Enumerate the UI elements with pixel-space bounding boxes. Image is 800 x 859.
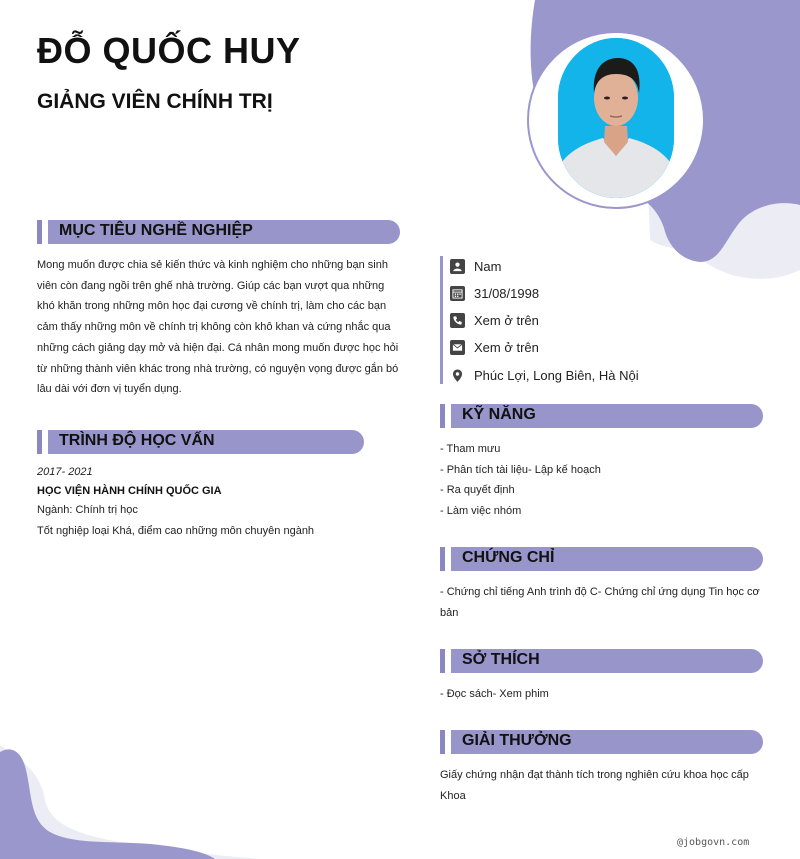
certificates-heading: CHỨNG CHỈ [462,549,555,566]
job-title: GIẢNG VIÊN CHÍNH TRỊ [37,90,273,113]
heading-bar-gap [445,547,451,571]
awards-text: Giấy chứng nhận đạt thành tích trong nghiên cứu khoa học cấp Khoa [440,769,749,802]
email-icon [450,340,465,355]
heading-bar-gap [42,220,48,244]
contact-phone [450,311,539,329]
contact-birthdate [450,284,539,302]
contact-accent-bar [440,256,443,384]
contact-text: Nam [474,258,502,274]
objective-text: Mong muốn được chia sẻ kiến thức và kinh nghiệm cho những bạn sinh viên còn đang ngồi trên ghế nhà trường. Giúp các bạn vượt qua những khó khăn trong những môn học đại cương về chính trị, làm cho các bạn cảm thấy những môn về chính trị không còn khô khan và cứng nhắc qua những cách giảng dạy mở và hiện đại. Cá nhân mong muốn được học hỏi từ những thành viên khác trong nhà trường, có nguyện vọng được gắn bó lâu dài với đơn vị tuyển dụng. [37,259,399,396]
objective-heading-bar [37,220,400,244]
contact-address [450,366,639,384]
education-heading-bar [37,430,364,454]
education-major: Ngành: Chính trị học [37,504,138,516]
contact-text: 31/08/1998 [474,285,540,301]
education-school: HỌC VIỆN HÀNH CHÍNH QUỐC GIA [37,485,222,497]
certificates-heading-bar [440,547,763,571]
skills-list [440,439,601,522]
hobbies-heading: SỞ THÍCH [462,651,540,668]
contact-text: Xem ở trên [474,312,539,328]
list-item: - Ra quyết định [440,484,515,497]
location-icon [450,368,465,383]
candidate-name: ĐỖ QUỐC HUY [37,30,301,71]
contact-text: Phúc Lợi, Long Biên, Hà Nội [474,367,639,383]
phone-icon [450,313,465,328]
list-item: - Tham mưu [440,443,501,455]
awards-heading: GIẢI THƯỞNG [462,732,572,749]
contact-text: Xem ở trên [474,339,539,355]
profile-photo [558,38,674,198]
education-heading: TRÌNH ĐỘ HỌC VẤN [59,432,215,449]
bottom-left-main-blob [0,749,215,859]
footer-watermark: @jobgovn.com [677,837,750,848]
heading-bar-gap [445,730,451,754]
heading-bar-gap [445,649,451,673]
objective-heading: MỤC TIÊU NGHỀ NGHIỆP [59,222,253,239]
skills-heading-bar [440,404,763,428]
list-item: - Phân tích tài liệu- Lập kế hoạch [440,463,601,476]
education-period: 2017- 2021 [37,466,93,478]
skills-heading: KỸ NĂNG [462,406,536,423]
calendar-icon [450,286,465,301]
certificates-text: - Chứng chỉ tiếng Anh trình độ C- Chứng chỉ ứng dụng Tin học cơ bản [440,586,760,619]
heading-bar-gap [42,430,48,454]
list-item: - Làm việc nhóm [440,505,522,518]
heading-bar-gap [445,404,451,428]
awards-heading-bar [440,730,763,754]
hobbies-text: - Đọc sách- Xem phim [440,688,549,700]
contact-email [450,338,539,356]
hobbies-heading-bar [440,649,763,673]
contact-gender [450,257,501,275]
person-icon [450,259,465,274]
education-description: Tốt nghiệp loại Khá, điểm cao những môn chuyên ngành [37,525,315,537]
